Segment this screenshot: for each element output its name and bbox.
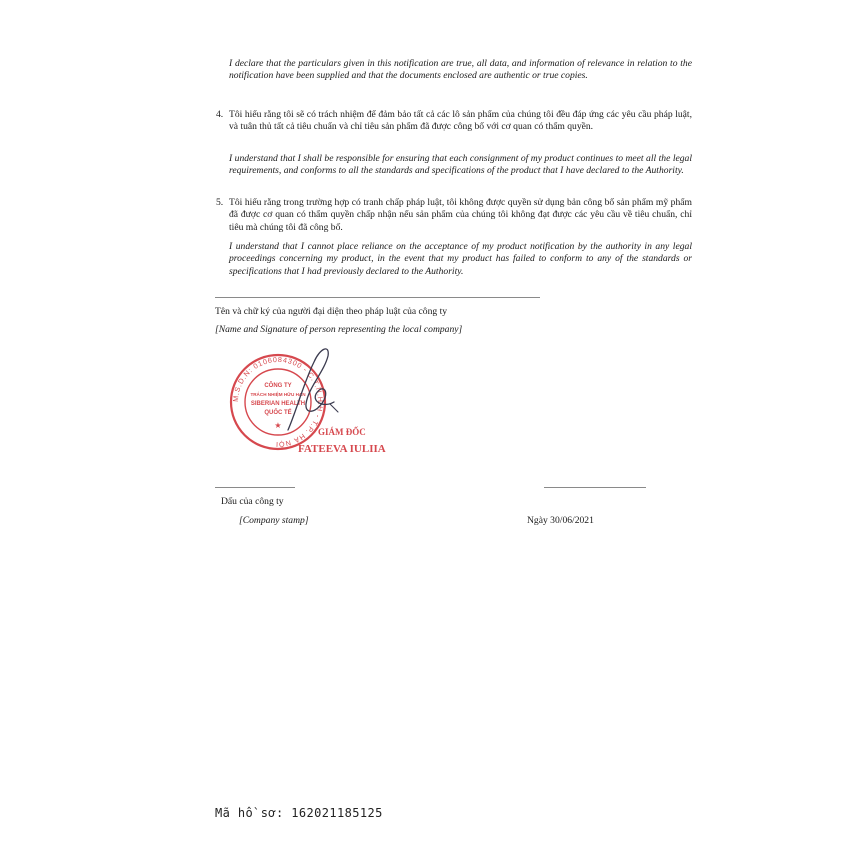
signature-label-en: [Name and Signature of person representing the local company] [215,324,463,335]
item-4-vi-paragraph: Tôi hiểu rằng tôi sẽ có trách nhiệm để đảm bảo tất cả các lô sản phẩm của chúng tôi đều đáp ứng các yêu cầu pháp luật, và tuân thủ tất cả tiêu chuẩn và chỉ tiêu sản phẩm đã được công bố với cơ quan có thẩm quyền. [229,109,692,133]
signature-divider [215,297,540,298]
item-5-number: 5. [216,197,224,208]
seal-center-line-3: SIBERIAN HEALTH [250,401,306,407]
item-5-vi-paragraph: Tôi hiểu rằng trong trường hợp có tranh chấp pháp luật, tôi không được quyền sử dụng bản công bố sản phẩm mỹ phẩm đã được cơ quan có thẩm quyền chấp nhận nếu sản phẩm của chúng tôi không đạt được các yêu cầu về tiêu chuẩn, chỉ tiêu mà chúng tôi đã công bố. [229,197,692,233]
signature-tail [330,404,338,412]
seal-center-line-4: QUỐC TẾ [264,410,292,416]
dossier-code-footer: Mã hồ sơ: 162021185125 [215,806,383,820]
item-4-en-paragraph: I understand that I shall be responsible for ensuring that each consignment of my product continues to meet all the legal requirements, and conforms to all the standards and specifications of the product that I have declared to the Authority. [229,153,692,177]
signature-label-vi: Tên và chữ ký của người đại diện theo pháp luật của công ty [215,306,448,317]
seal-center-line-2: TRÁCH NHIỆM HỮU HẠN [250,392,306,397]
seal-star-icon: ★ [274,421,282,430]
company-seal-stamp [226,342,406,462]
company-stamp-label-en: [Company stamp] [239,515,309,526]
date-divider [544,487,646,488]
seal-center-line-1: CÔNG TY [264,383,292,389]
declaration-en-paragraph: I declare that the particulars given in this notification are true, all data, and information of relevance in relation to the notification have been supplied and that the documents enclosed are authentic or true copies. [229,58,692,82]
seal-ring-text: M.S.D.N: 0106084300 - C.T.N.H.H - T.P. HÀ NỘI [230,354,326,450]
stamp-divider [215,487,295,488]
director-title: GIÁM ĐỐC [318,427,366,437]
director-name: FATEEVA IULIIA [298,443,386,455]
item-4-number: 4. [216,109,224,120]
document-date: Ngày 30/06/2021 [527,515,594,526]
company-stamp-label-vi: Dấu của công ty [221,496,284,507]
item-5-en-paragraph: I understand that I cannot place reliance on the acceptance of my product notification by the authority in any legal proceedings concerning my product, in the event that my product has failed to conform to any of the standards or specifications that I had previously declared to the Authority. [229,241,692,277]
